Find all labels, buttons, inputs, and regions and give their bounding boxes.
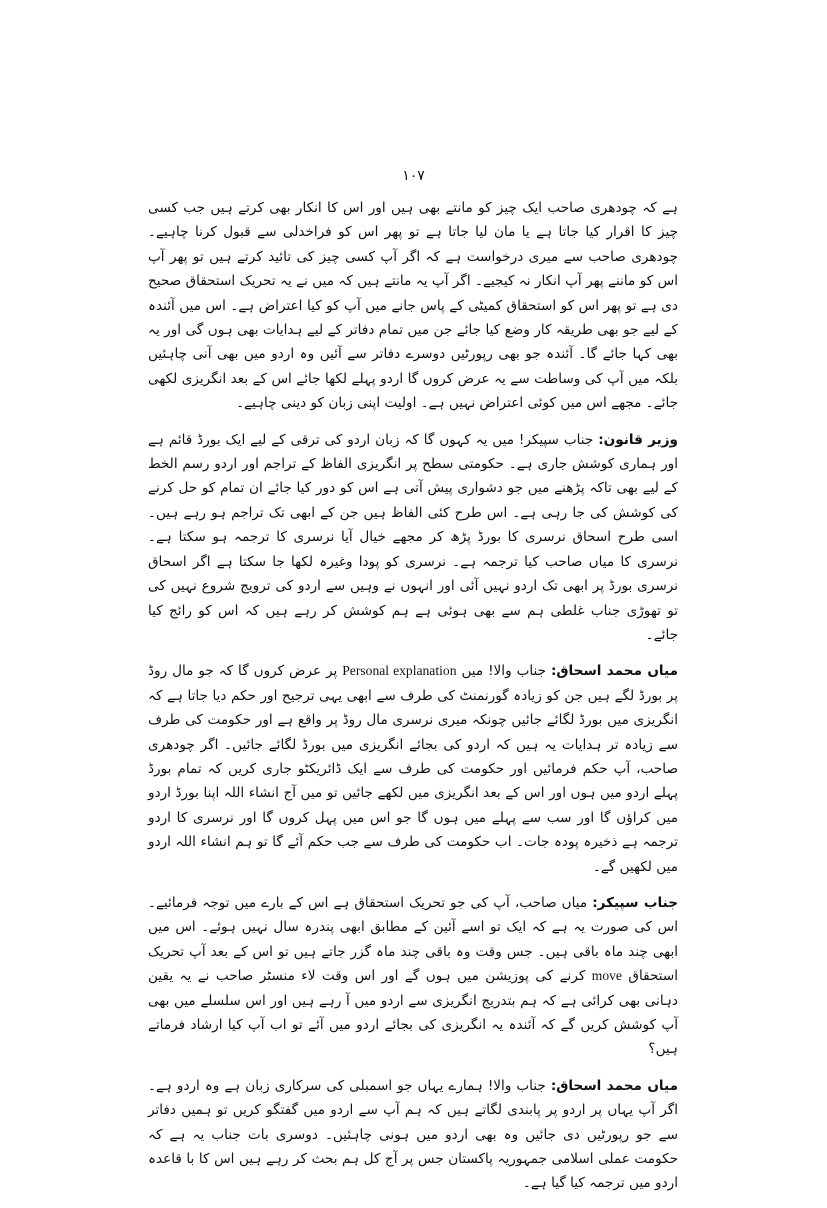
paragraph-text: ہے کہ چودھری صاحب ایک چیز کو مانتے بھی ہیں اور اس کا انکار بھی کرتے ہیں جب کسی چیز کا اقرار کیا جاتا ہے یا مان لیا جاتا ہے تو پھر اس کو فراخدلی سے قبول کرنا چاہیے۔ چودھری صاحب سے میری درخواست ہے کہ اگر آپ کسی چیز کی تائید کرتے ہیں تو پھر آپ اس کو ماننے پھر آپ انکار نہ کیجیے۔ اگر آپ یہ مانتے ہیں کہ میں نے یہ تحریک استحقاق صحیح دی ہے تو پھر اس کو استحقاق کمیٹی کے پاس جانے میں آپ کو کیا اعتراض ہے۔ اس میں آئندہ کے لیے جو بھی طریقہ کار وضع کیا جائے جن میں تمام دفاتر کے لیے ہدایات بھی ہوں گی اور یہ بھی کہا جائے گا۔ آئندہ جو بھی رپورٹیں دوسرے دفاتر سے آئیں وہ اردو میں بھی آنی چاہئیں بلکہ میں آپ کی وساطت سے یہ عرض کروں گا اردو پہلے لکھا جائے اس کے بعد انگریزی لکھی جائے۔ مجھے اس میں کوئی اعتراض نہیں ہے۔ اولیت اپنی زبان کو دینی چاہیے۔ bbox=[148, 200, 678, 412]
paragraph-text: پر عرض کروں گا کہ جو مال روڈ پر بورڈ لگے ہیں جن کو زیادہ گورنمنٹ کی طرف سے ابھی یہی ترجیح اور حکم دیا جاتا ہے کہ انگریزی میں بورڈ لگائے جائیں چونکہ میری نرسری مال روڈ پر واقع ہے اور حکومت کی طرف سے زیادہ تر ہدایات یہ ہیں کہ اردو کی بجائے انگریزی میں بورڈ لگائے جائیں۔ اگر چودھری صاحب، آپ حکم فرمائیں اور حکومت کی طرف سے ایک ڈائریکٹو جاری کریں کہ تمام بورڈ پہلے اردو میں ہوں اور اس کے بعد انگریزی میں لکھے جائیں تو میں آج انشاء اللہ اپنا بورڈ اردو میں کراؤں گا اور سب سے پہلے میں ہوں گا جو اس میں پہل کروں گا اور نرسری کا اردو ترجمہ ہے ذخیرہ پودہ جات۔ اب حکومت کی طرف سے جب حکم آئے گا تو ہم انشاء اللہ اردو میں لکھیں گے۔ bbox=[148, 663, 678, 875]
paragraph-speaker bbox=[148, 891, 678, 1062]
speaker-name: وزیر قانون: bbox=[598, 431, 678, 448]
paragraph-law-minister bbox=[148, 428, 678, 648]
english-phrase: move bbox=[591, 968, 622, 984]
paragraph-text-lead: جناب والا! میں bbox=[461, 663, 547, 680]
speaker-name: میاں محمد اسحاق: bbox=[550, 1077, 678, 1094]
paragraph-text: جناب سپیکر! میں یہ کہوں گا کہ زبان اردو کی ترقی کے لیے ایک بورڈ قائم ہے اور ہماری کوشش جاری ہے۔ حکومتی سطح پر انگریزی الفاظ کے تراجم اور اردو رسم الخط کے لیے بھی تاکہ پڑھنے میں جو دشواری پیش آتی ہے اس کو دور کیا جائے ان تمام کو حل کرنے کی کوشش کی جا رہی ہے۔ اس طرح کئی الفاظ ہیں جن کے ابھی تک تراجم ہو رہے ہیں۔ اسی طرح اسحاق نرسری کا بورڈ پڑھ کر مجھے خیال آیا نرسری کا ترجمہ ہو سکتا ہے۔ نرسری کا میاں صاحب کیا ترجمہ ہے۔ نرسری کو پودا وغیرہ لکھا جا سکتا ہے اگر اسحاق نرسری بورڈ پر ابھی تک اردو نہیں آئی اور انہوں نے وہیں سے اردو کی ترویج شروع نہیں کی تو تھوڑی جناب غلطی ہم سے بھی ہوئی ہے ہم کوشش کر رہے ہیں کہ اس کو رائج کیا جائے۔ bbox=[148, 431, 678, 643]
paragraph-text: جناب والا! ہمارے یہاں جو اسمبلی کی سرکاری زبان ہے وہ اردو ہے۔ اگر آپ یہاں پر اردو پر پابندی لگاتے ہیں کہ ہم آپ سے اردو میں گفتگو کریں تو ہمیں دفاتر سے جو رپورٹیں دی جائیں وہ بھی اردو میں ہونی چاہئیں۔ دوسری بات جناب یہ ہے کہ حکومت عملی اسلامی جمہوریہ پاکستان جس پر آج کل ہم بحث کر رہے ہیں اس کا با قاعدہ اردو میں ترجمہ کیا گیا ہے۔ bbox=[148, 1077, 678, 1192]
document-body bbox=[148, 196, 678, 1208]
paragraph-text-lead: میاں صاحب، آپ کی جو تحریک استحقاق ہے اس کے بارے میں توجہ فرمائیے۔ اس کی صورت یہ ہے کہ ایک تو اسے آئین کے مطابق ابھی پندرہ سال نہیں ہوئے۔ اس میں ابھی چند ماہ باقی ہیں۔ جس وقت وہ باقی چند ماہ گزر جاتے ہیں تو اس کے بعد آپ تحریک استحقاق bbox=[148, 894, 678, 985]
english-phrase: Personal explanation bbox=[342, 663, 457, 679]
paragraph-mian-ishaq-2 bbox=[148, 1074, 678, 1196]
page-number: ۱۰۷ bbox=[402, 168, 425, 184]
paragraph-mian-ishaq-1 bbox=[148, 659, 678, 879]
speaker-name: میاں محمد اسحاق: bbox=[550, 663, 679, 680]
paragraph-text: کرنے کی پوزیشن میں ہوں گے اور اس وقت لاء منسٹر صاحب نے یہ یقین دہانی بھی کرائی ہے کہ ہم بتدریج انگریزی سے اردو میں آ رہے ہیں اور اس سلسلے میں بھی آپ کوشش کریں گے کہ آئندہ یہ انگریزی کی بجائے اردو میں آئے تو اب آپ کیا ارشاد فرماتے ہیں؟ bbox=[148, 968, 678, 1058]
speaker-name: جناب سپیکر: bbox=[592, 894, 678, 911]
paragraph-1 bbox=[148, 196, 678, 416]
